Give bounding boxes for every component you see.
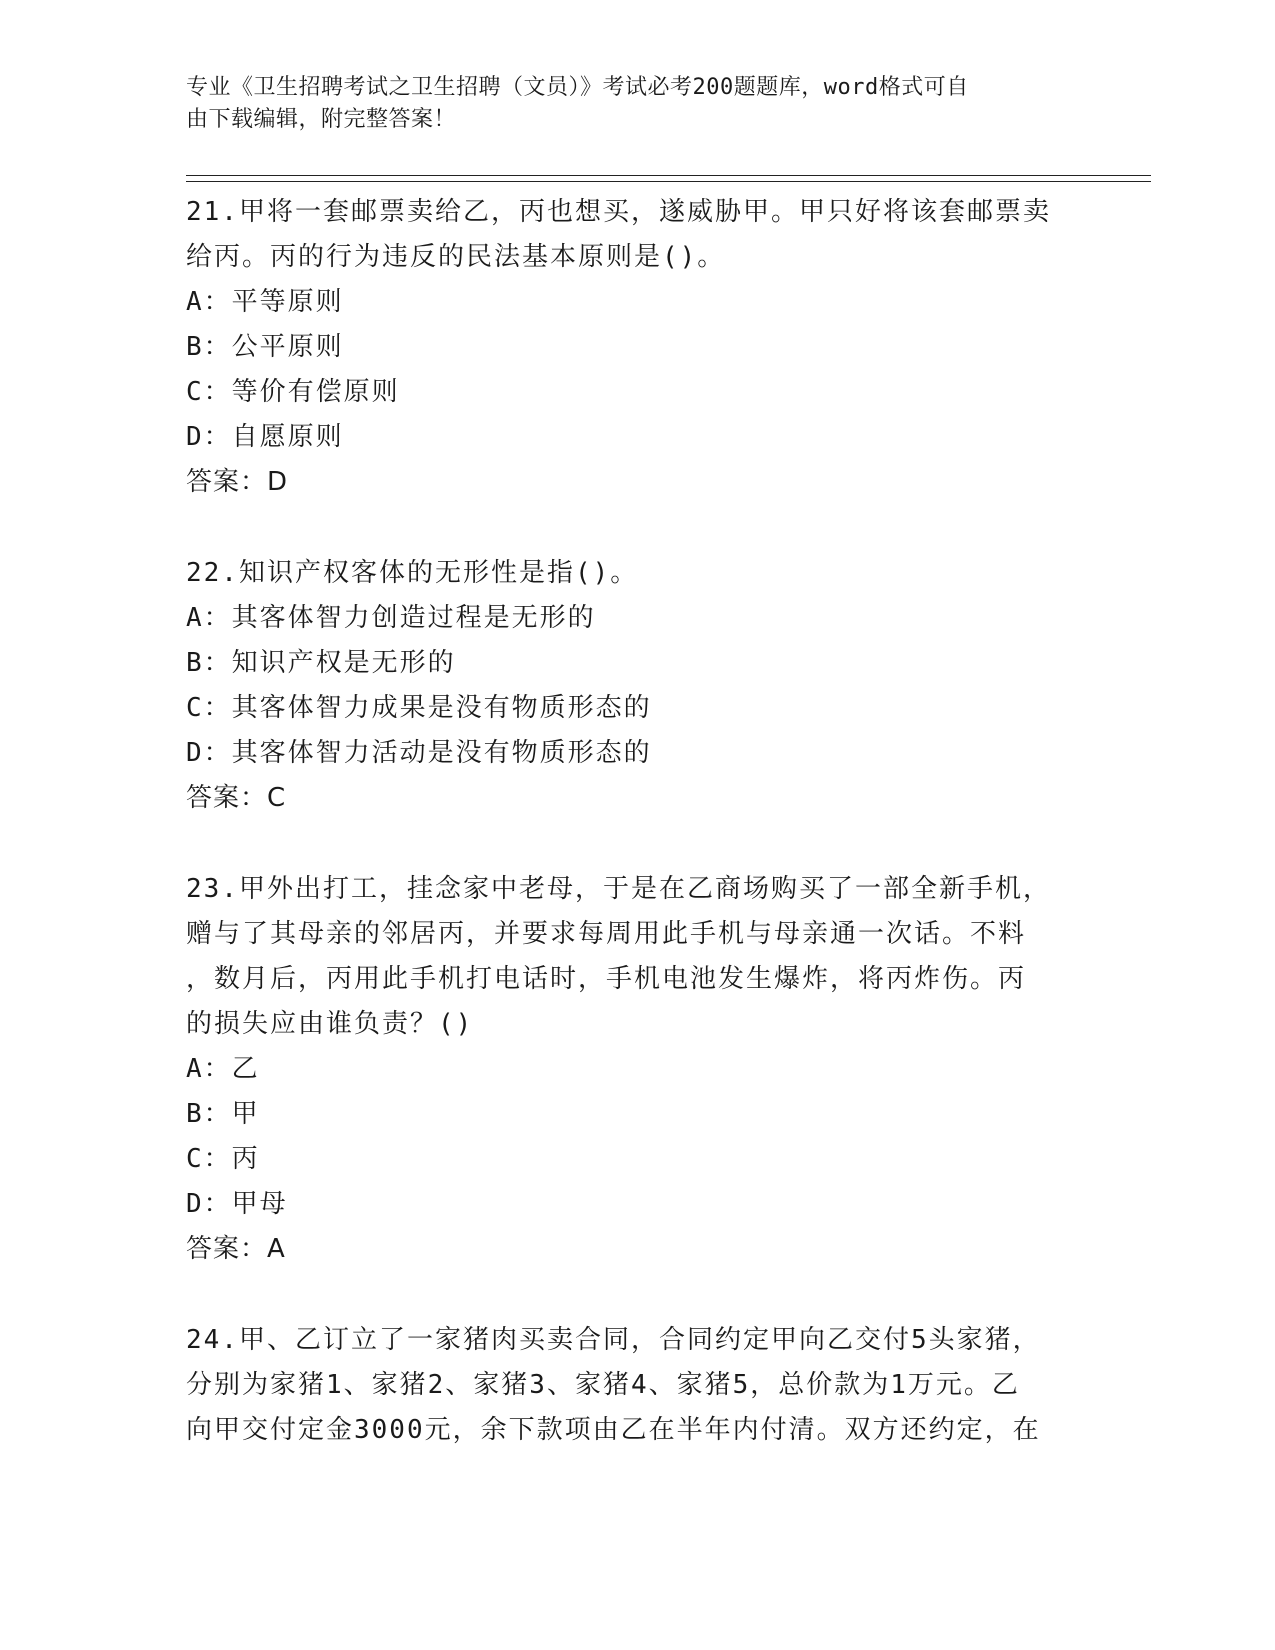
option-a: A：其客体智力创造过程是无形的	[186, 603, 596, 633]
option-c: C：丙	[186, 1144, 260, 1174]
answer-line: 答案：A	[186, 1234, 286, 1264]
question-list	[186, 190, 1086, 1499]
header-divider-top	[186, 175, 1151, 176]
header-title-line-2: 由下载编辑，附完整答案！	[186, 107, 457, 132]
option-a: A：乙	[186, 1054, 260, 1084]
header-title-line-1: 专业《卫生招聘考试之卫生招聘（文员）》考试必考200题题库，word格式可自	[186, 75, 969, 100]
question-stem-line: 分别为家猪1、家猪2、家猪3、家猪4、家猪5，总价款为1万元。乙	[186, 1370, 1020, 1400]
header-divider-bottom	[186, 181, 1151, 182]
option-b: B：甲	[186, 1099, 260, 1129]
option-d: D：自愿原则	[186, 422, 344, 452]
document-header	[186, 72, 1066, 136]
question-stem-line: 赠与了其母亲的邻居丙，并要求每周用此手机与母亲通一次话。不料	[186, 919, 1027, 949]
question-stem-line: 22.知识产权客体的无形性是指()。	[186, 558, 639, 588]
option-c: C：等价有偿原则	[186, 377, 400, 407]
question-stem-line: 23.甲外出打工，挂念家中老母，于是在乙商场购买了一部全新手机，	[186, 874, 1051, 904]
option-d: D：甲母	[186, 1189, 288, 1219]
question-21	[186, 190, 1086, 505]
option-b: B：知识产权是无形的	[186, 648, 456, 678]
option-b: B：公平原则	[186, 332, 344, 362]
question-stem-line: 24.甲、乙订立了一家猪肉买卖合同，合同约定甲向乙交付5头家猪，	[186, 1325, 1041, 1355]
question-24	[186, 1318, 1086, 1453]
question-23	[186, 867, 1086, 1272]
question-stem-line: ，数月后，丙用此手机打电话时，手机电池发生爆炸，将丙炸伤。丙	[186, 964, 1027, 994]
question-stem-line: 21.甲将一套邮票卖给乙，丙也想买，遂威胁甲。甲只好将该套邮票卖	[186, 197, 1051, 227]
question-stem-line: 给丙。丙的行为违反的民法基本原则是()。	[186, 242, 726, 272]
option-d: D：其客体智力活动是没有物质形态的	[186, 738, 652, 768]
question-stem-line: 向甲交付定金3000元，余下款项由乙在半年内付清。双方还约定，在	[186, 1415, 1041, 1445]
question-stem-line: 的损失应由谁负责？()	[186, 1009, 474, 1039]
option-c: C：其客体智力成果是没有物质形态的	[186, 693, 652, 723]
answer-line: 答案：D	[186, 467, 289, 497]
answer-line: 答案：C	[186, 783, 287, 813]
option-a: A：平等原则	[186, 287, 344, 317]
question-22	[186, 551, 1086, 821]
